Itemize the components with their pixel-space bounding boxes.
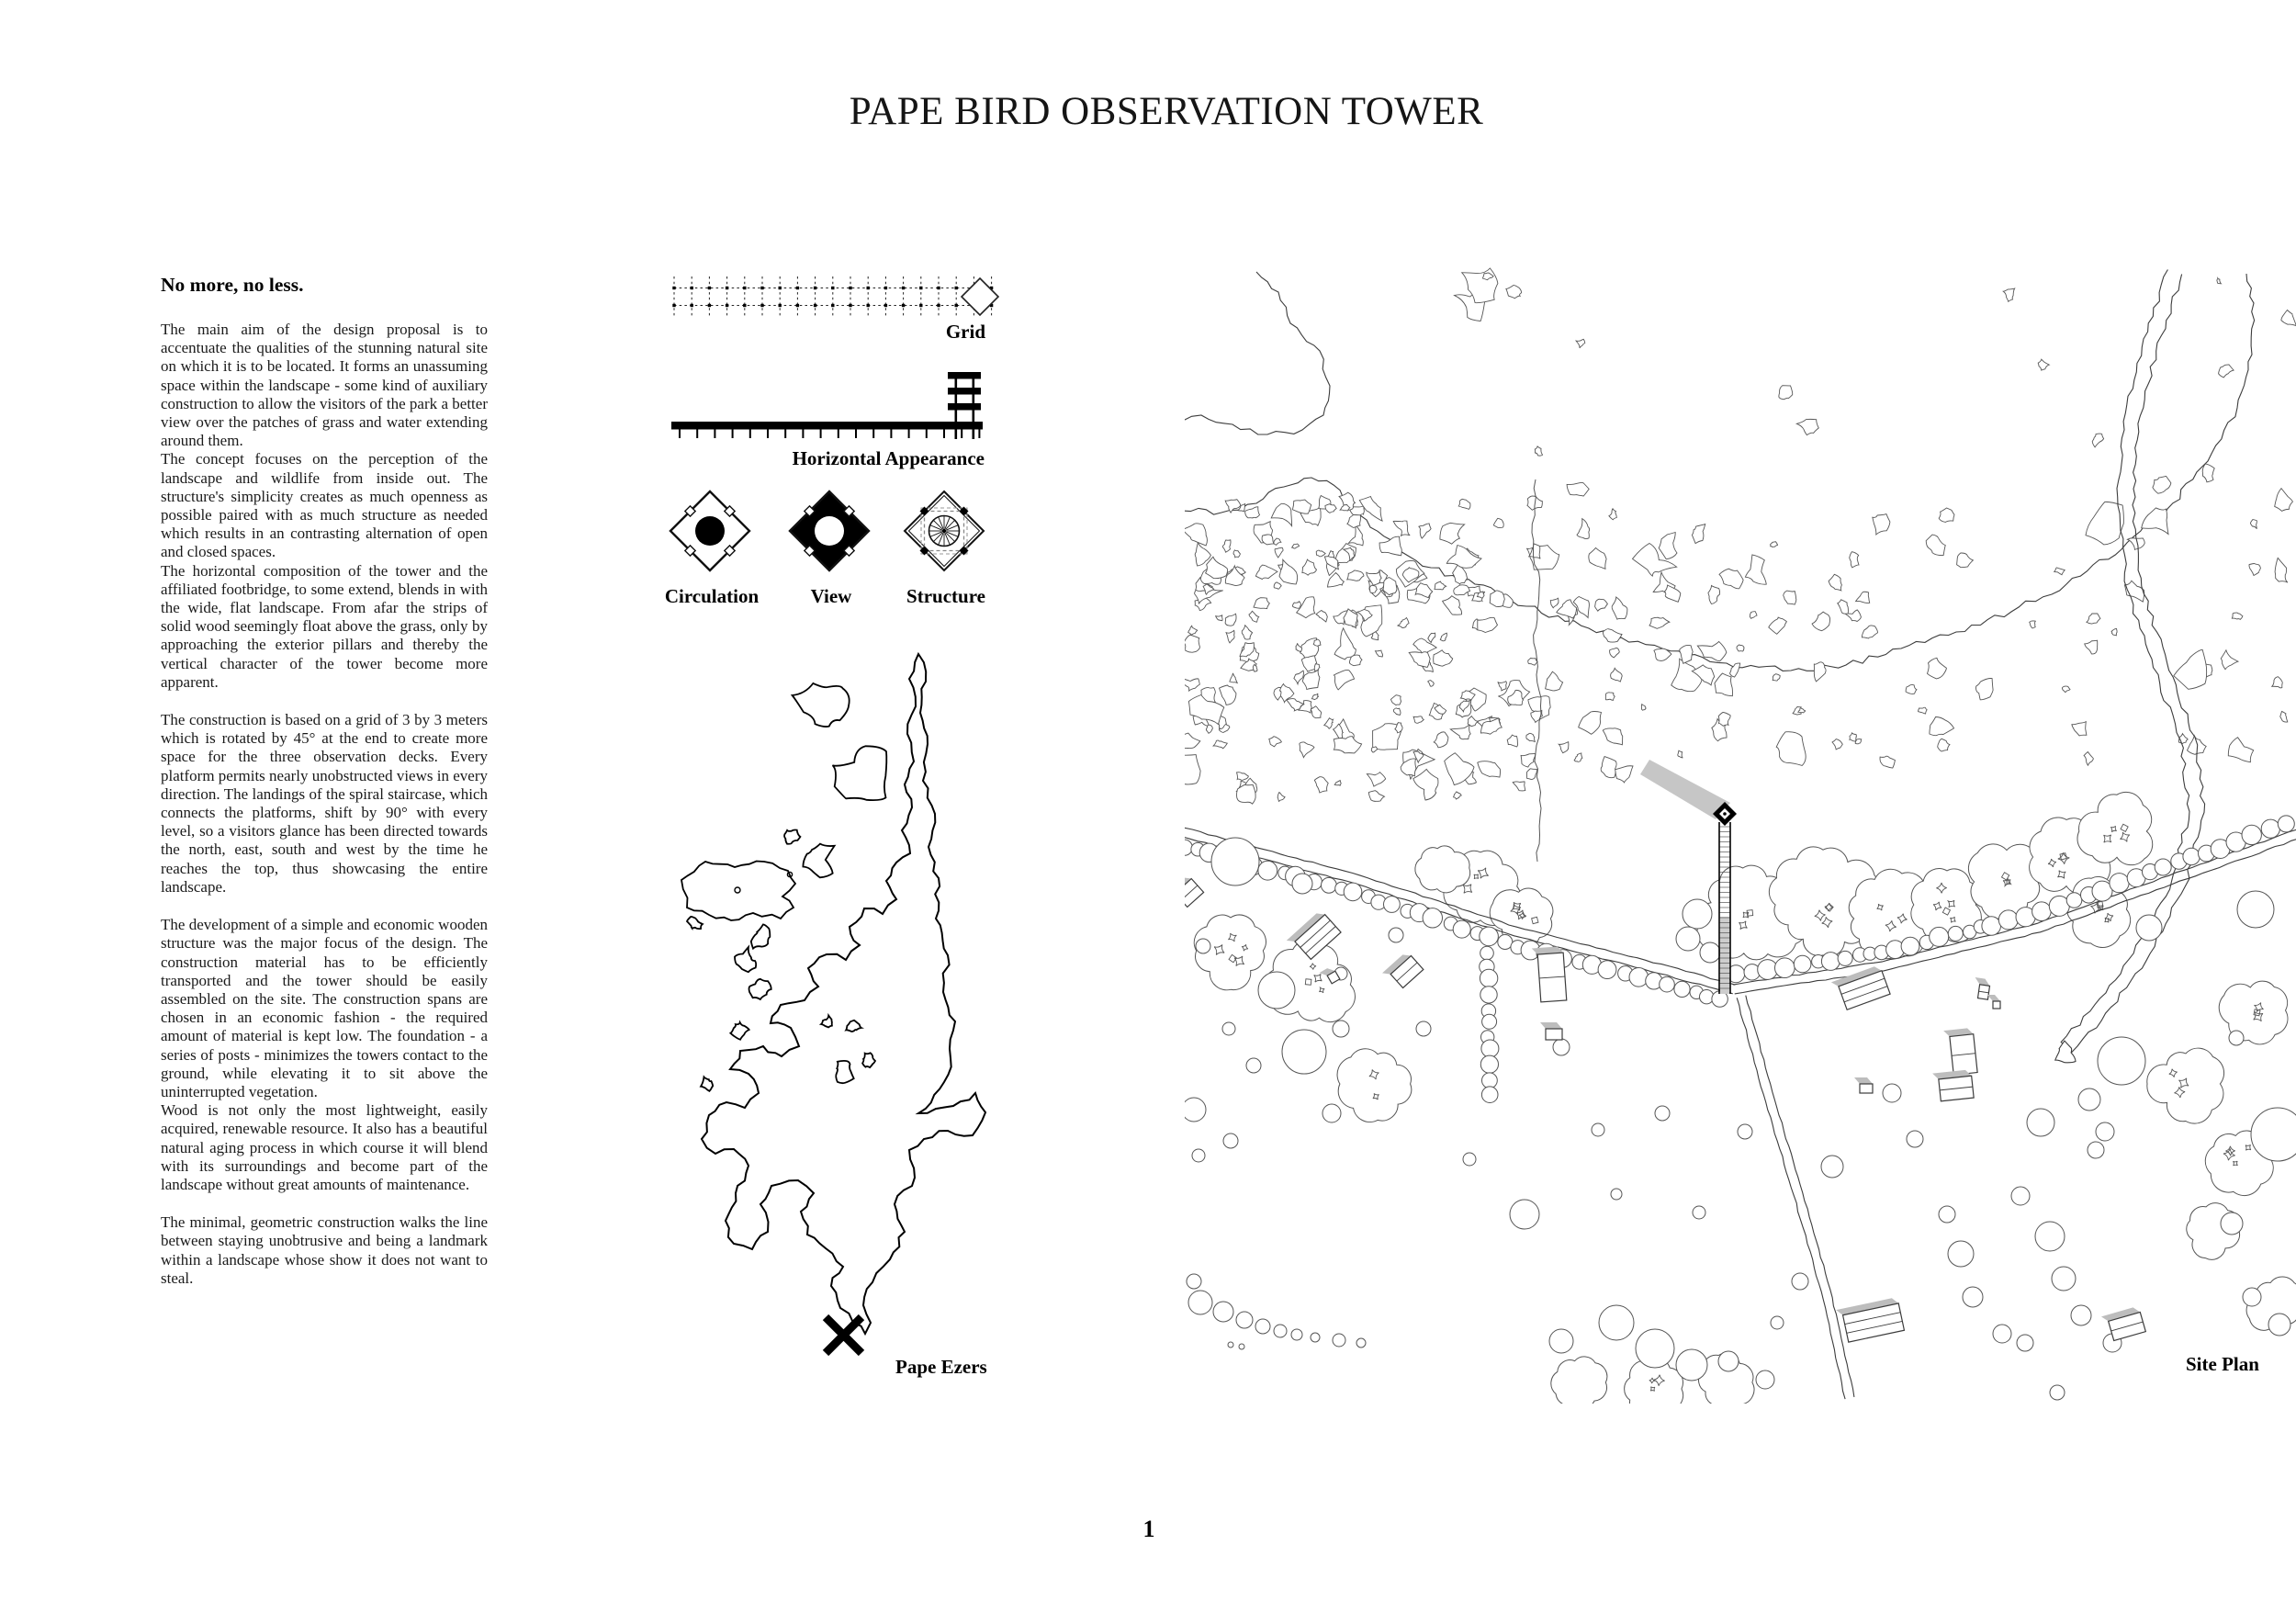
article-paragraph: The development of a simple and economic wooden structure was the major focus of the design. The construction material has to be efficiently transported and the tower should be easily assembled on the site. The construction spans are chosen in an economic fashion - the required amount of material is kept low. The foundation - a series of posts - minimizes the towers contact to the ground, while elevating it to sit above the uninterrupted vegetation. [161, 916, 488, 1100]
concept-diagrams [669, 474, 1008, 584]
site-plan-drawing [1185, 259, 2296, 1404]
horizontal-appearance-label: Horizontal Appearance [792, 447, 985, 469]
article-paragraph: The main aim of the design proposal is to accentuate the qualities of the stunning natural site on which it is to be located. It forms an unassuming space within the landscape - some kind of auxiliary construction to allow the visitors of the park a better view over the patches of grass and water extending around them. [161, 321, 488, 450]
site-plan-label: Site Plan [2186, 1353, 2259, 1375]
article-paragraph: The minimal, geometric construction walks the line between staying unobtrusive and being a landmark within a landscape whose show it does not want to steal. [161, 1213, 488, 1287]
article-column [161, 274, 488, 1288]
horizontal-appearance-diagram [669, 367, 1008, 445]
grid-diagram [669, 272, 1008, 323]
article-paragraph: The construction is based on a grid of 3 by 3 meters which is rotated by 45° at the end to create more space for the three observation decks. Every platform permits nearly unobstructed views in every direction. The landings of the spiral staircase, which connects the platforms, shift by 90° with every level, so a visitors glance has been directed towards the north, east, south and west by the time he reaches the top, thus showcasing the entire landscape. [161, 711, 488, 896]
lake-map-label: Pape Ezers [895, 1356, 987, 1378]
view-diagram-label: View [810, 585, 852, 607]
article-paragraph: The horizontal composition of the tower and the affiliated footbridge, to some extend, blends in with the wide, flat landscape. From afar the strips of solid wood seemingly float above the grass, only by approaching the exterior pillars and thereby the vertical character of the tower become more apparent. [161, 561, 488, 691]
article-paragraph: Wood is not only the most lightweight, easily acquired, renewable resource. It also has a beautiful natural aging process in which course it will blend with its surroundings and become part of the landscape without great amounts of maintenance. [161, 1101, 488, 1193]
circulation-diagram-label: Circulation [664, 585, 760, 607]
structure-diagram-label: Structure [906, 585, 985, 607]
grid-diagram-label: Grid [945, 321, 985, 343]
article-heading: No more, no less. [161, 274, 304, 296]
page-number: 1 [1142, 1516, 1155, 1542]
page-title: PAPE BIRD OBSERVATION TOWER [849, 89, 1484, 133]
lake-map [643, 634, 1084, 1369]
article-paragraph: The concept focuses on the perception of the landscape and wildlife from inside out. The structure's simplicity creates as much openness as possible paired with as much structure as needed which results in an contrasting alternation of open and closed spaces. [161, 450, 488, 561]
